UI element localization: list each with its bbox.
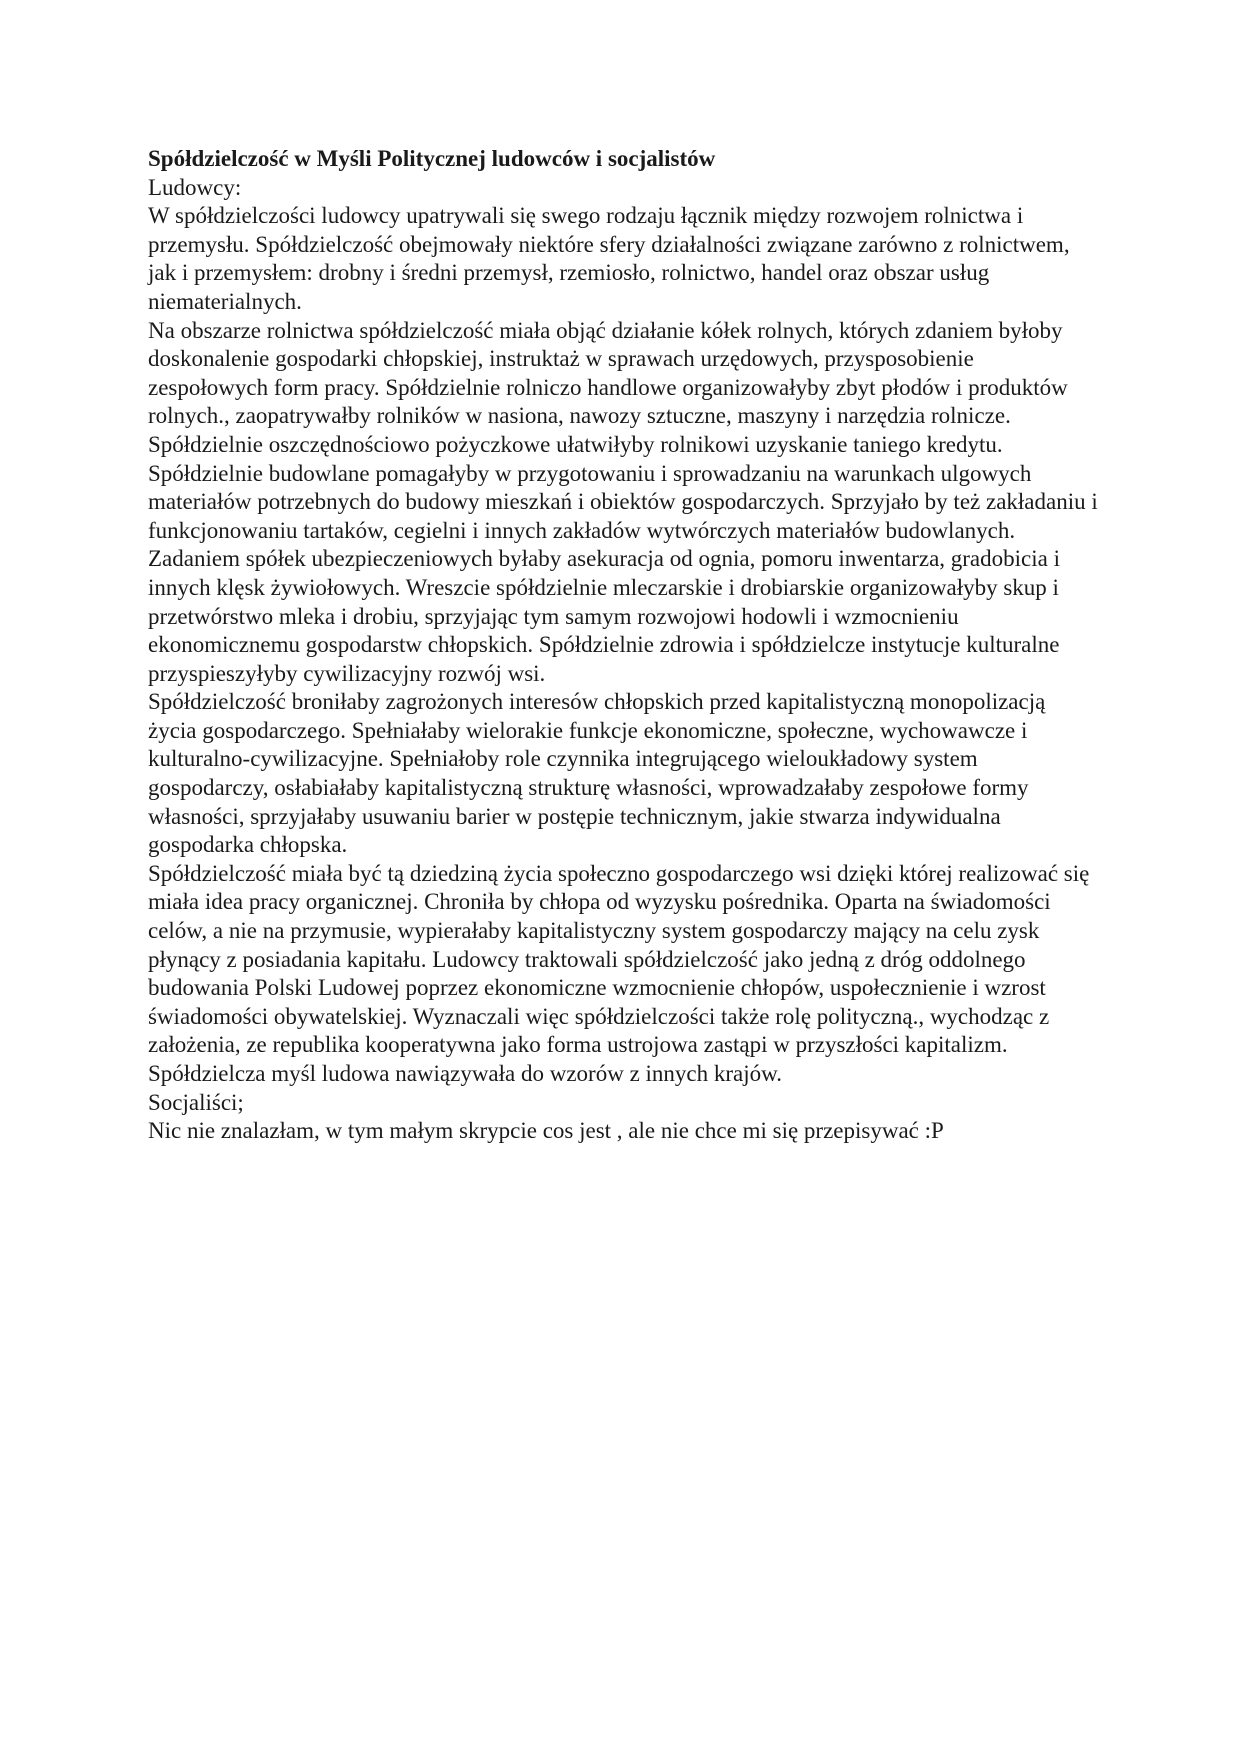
closing-note: Nic nie znalazłam, w tym małym skrypcie cos jest , ale nie chce mi się przepisywać :P xyxy=(148,1118,944,1144)
section-heading-socjalisci: Socjaliści; xyxy=(148,1089,244,1115)
section-heading-ludowcy: Ludowcy: xyxy=(148,174,242,200)
document-body xyxy=(148,145,1098,1146)
document-title: Spółdzielczość w Myśli Politycznej ludowców i socjalistów xyxy=(148,146,716,171)
paragraph: Spółdzielczość miała być tą dziedziną życia społeczno gospodarczego wsi dzięki której realizować się miała idea pracy organicznej. Chroniła by chłopa od wyzysku pośrednika. Oparta na świadomości celów, a nie na przymusie, wypierałaby kapitalistyczny system gospodarczy mający na celu zysk płynący z posiadania kapitału. Ludowcy traktowali spółdzielczość jako jedną z dróg oddolnego budowania Polski Ludowej poprzez ekonomiczne wzmocnienie chłopów, uspołecznienie i wzrost świadomości obywatelskiej. Wyznaczali więc spółdzielczości także rolę polityczną., wychodząc z założenia, ze republika kooperatywna jako forma ustrojowa zastąpi w przyszłości kapitalizm. Spółdzielcza myśl ludowa nawiązywała do wzorów z innych krajów. xyxy=(148,860,1090,1086)
paragraph: Na obszarze rolnictwa spółdzielczość miała objąć działanie kółek rolnych, których zdaniem byłoby doskonalenie gospodarki chłopskiej, instruktaż w sprawach urzędowych, przysposobienie zespołowych form pracy. Spółdzielnie rolniczo handlowe organizowałyby zbyt płodów i produktów rolnych., zaopatrywałby rolników w nasiona, nawozy sztuczne, maszyny i narzędzia rolnicze. Spółdzielnie oszczędnościowo pożyczkowe ułatwiłyby rolnikowi uzyskanie taniego kredytu. Spółdzielnie budowlane pomagałyby w przygotowaniu i sprowadzaniu na warunkach ulgowych materiałów potrzebnych do budowy mieszkań i obiektów gospodarczych. Sprzyjało by też zakładaniu i funkcjonowaniu tartaków, cegielni i innych zakładów wytwórczych materiałów budowlanych. Zadaniem spółek ubezpieczeniowych byłaby asekuracja od ognia, pomoru inwentarza, gradobicia i innych klęsk żywiołowych. Wreszcie spółdzielnie mleczarskie i drobiarskie organizowałyby skup i przetwórstwo mleka i drobiu, sprzyjając tym samym rozwojowi hodowli i wzmocnieniu ekonomicznemu gospodarstw chłopskich. Spółdzielnie zdrowia i spółdzielcze instytucje kulturalne przyspieszyłyby cywilizacyjny rozwój wsi. xyxy=(148,317,1098,686)
paragraph: W spółdzielczości ludowcy upatrywali się swego rodzaju łącznik między rozwojem rolnictwa i przemysłu. Spółdzielczość obejmowały niektóre sfery działalności związane zarówno z rolnictwem, jak i przemysłem: drobny i średni przemysł, rzemiosło, rolnictwo, handel oraz obszar usług niematerialnych. xyxy=(148,203,1070,314)
paragraph: Spółdzielczość broniłaby zagrożonych interesów chłopskich przed kapitalistyczną monopolizacją życia gospodarczego. Spełniałaby wielorakie funkcje ekonomiczne, społeczne, wychowawcze i kulturalno-cywilizacyjne. Spełniałoby role czynnika integrującego wieloukładowy system gospodarczy, osłabiałaby kapitalistyczną strukturę własności, wprowadzałaby zespołowe formy własności, sprzyjałaby usuwaniu barier w postępie technicznym, jakie stwarza indywidualna gospodarka chłopska. xyxy=(148,689,1046,858)
